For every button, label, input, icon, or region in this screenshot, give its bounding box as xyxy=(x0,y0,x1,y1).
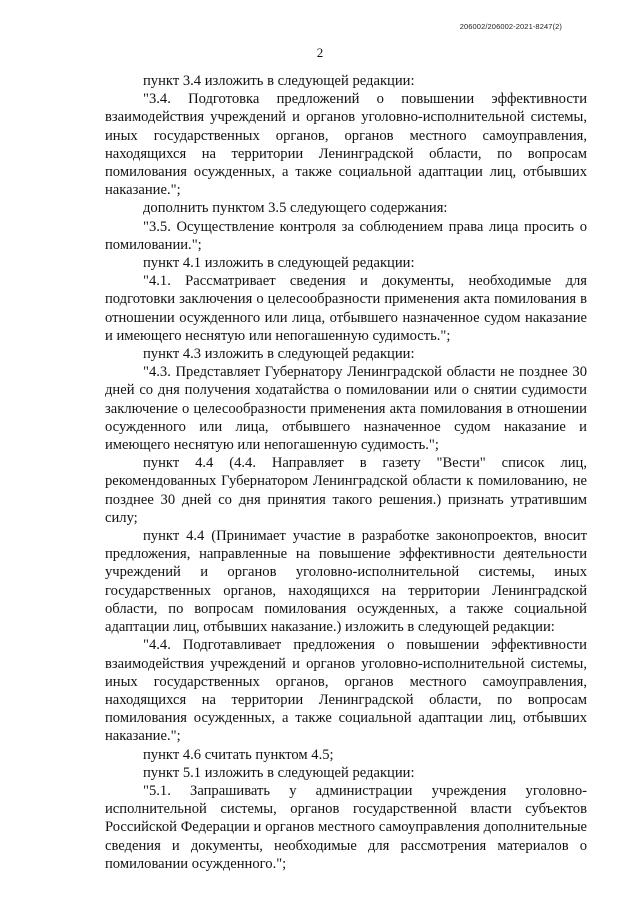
paragraph: пункт 3.4 изложить в следующей редакции: xyxy=(143,73,415,89)
paragraph: дополнить пунктом 3.5 следующего содержания: xyxy=(143,200,448,217)
page-number: 2 xyxy=(316,45,324,60)
paragraph: пункт 4.1 изложить в следующей редакции: xyxy=(143,255,415,272)
paragraph: пункт 4.3 изложить в следующей редакции: xyxy=(143,346,415,363)
paragraph: "4.1. Рассматривает сведения и документы, необходимые для подготовки заключения о целесообразности применения акта помилования в отношении осужденного или лица, отбывшего назначенное судом наказание и имеющего неснятую или непогашенную судимость."; xyxy=(105,273,587,344)
paragraph: "3.5. Осуществление контроля за соблюдением права лица просить о помиловании."; xyxy=(105,218,587,253)
paragraph: "5.1. Запрашивать у администрации учреждения уголовно-исполнительной системы, органов государственной власти субъектов Российской Федерации и органов местного самоуправления дополнительные сведения и документы, необходимые для рассмотрения материалов о помиловании осужденного."; xyxy=(105,782,587,872)
paragraph: пункт 4.6 считать пунктом 4.5; xyxy=(143,746,334,763)
paragraph: пункт 5.1 изложить в следующей редакции: xyxy=(143,764,415,781)
paragraph: "3.4. Подготовка предложений о повышении эффективности взаимодействия учреждений и органов уголовно-исполнительной системы, иных государственных органов, органов местного самоуправления, находящихся на территории Ленинградской области, по вопросам помилования осужденных, а также социальной адаптации лиц, отбывших наказание."; xyxy=(105,91,587,199)
paragraph: "4.4. Подготавливает предложения о повышении эффективности взаимодействия учреждений и органов уголовно-исполнительной системы, иных государственных органов, органов местного самоуправления, находящихся на территории Ленинградской области, по вопросам помилования осужденных, а также социальной адаптации лиц, отбывших наказание."; xyxy=(105,637,587,745)
document-body xyxy=(105,72,587,873)
paragraph: пункт 4.4 (4.4. Направляет в газету "Вести" список лиц, рекомендованных Губернатором Ленинградской области к помилованию, не позднее 30 дней со дня принятия такого решения.) признать утратившим силу; xyxy=(105,455,587,526)
document-id: 206002/206002-2021-8247(2) xyxy=(459,22,562,31)
paragraph: пункт 4.4 (Принимает участие в разработке законопроектов, вносит предложения, направленные на повышение эффективности деятельности учреждений и органов уголовно-исполнительной системы, иных государственных органов, находящихся на территории Ленинградской области, по вопросам помилования осужденных, а также социальной адаптации лиц, отбывших наказание.) изложить в следующей редакции: xyxy=(105,528,587,636)
paragraph: "4.3. Представляет Губернатору Ленинградской области не позднее 30 дней со дня получения ходатайства о помиловании или о снятии судимости заключение о целесообразности применения акта помилования в отношении осужденного или лица, отбывшего назначенное судом наказание и имеющего неснятую или непогашенную судимость."; xyxy=(105,364,587,454)
